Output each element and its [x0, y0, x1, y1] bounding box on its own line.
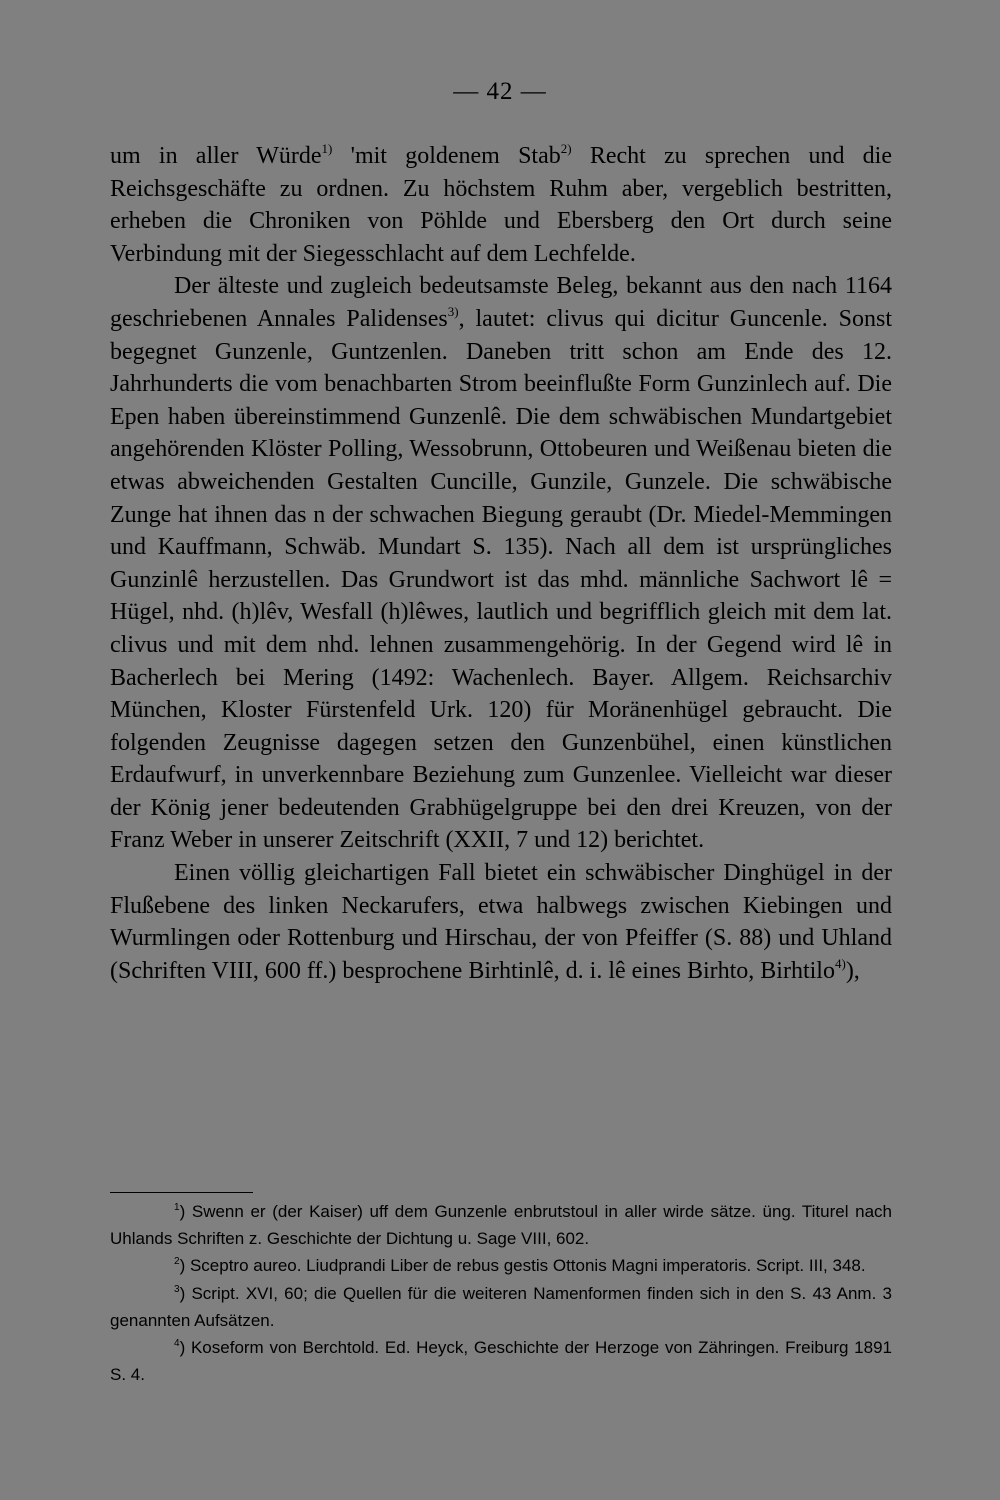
paragraph-1 — [110, 140, 892, 270]
footnote-2-text: ) Sceptro aureo. Liudprandi Liber de rebus gestis Ottonis Magni imperatoris. Script. III, 348. — [179, 1256, 866, 1276]
footnote-2 — [110, 1252, 892, 1279]
footnote-ref-2[interactable]: 2) — [560, 141, 572, 156]
footnote-ref-1[interactable]: 1) — [321, 141, 333, 156]
footnote-mark-2: 2 — [174, 1256, 180, 1268]
p3-text-a: Einen völlig gleichartigen Fall bietet ein schwäbischer Dinghügel in der Flußebene des linken Neckarufers, etwa halbwegs zwischen Kiebingen und Wurmlingen oder Rottenburg und Hirschau, der von Pfeiffer (S. 88) und Uhland (Schriften VIII, 600 ff.) besprochene Birhtinlê, d. i. lê eines Birhto, Birhtilo — [110, 860, 892, 984]
footnote-4-text: ) Koseform von Berchtold. Ed. Heyck, Geschichte der Herzoge von Zähringen. Freiburg 1891 S. 4. — [110, 1338, 892, 1385]
page-number: — 42 — — [453, 78, 547, 105]
main-text — [110, 140, 892, 987]
footnotes — [110, 1198, 892, 1388]
footnote-mark-1: 1 — [174, 1202, 180, 1213]
p1-text-a: um in aller Würde — [110, 143, 322, 169]
footnote-mark-4: 4 — [174, 1338, 180, 1350]
footnote-ref-4[interactable]: 4) — [834, 955, 846, 971]
p1-text-c: Recht zu sprechen und die Reichsgeschäfte zu ordnen. Zu höchstem Ruhm aber, vergeblich bestritten, erheben die Chroniken von Pöhlde und Ebersberg den Ort durch seine Verbindung mit der Siegesschlacht auf dem Lechfelde. — [110, 143, 892, 267]
footnote-ref-3[interactable]: 3) — [447, 303, 459, 319]
footnote-3-text: ) Script. XVI, 60; die Quellen für die weiteren Namenformen finden sich in den S. 43 Anm. 3 genannten Aufsätzen. — [110, 1283, 892, 1330]
footnote-1-text: ) Swenn er (der Kaiser) uff dem Gunzenle enbrutstoul in aller wirde sätze. üng. Titurel nach Uhlands Schriften z. Geschichte der Dichtung u. Sage VIII, 602. — [110, 1202, 892, 1249]
p1-text-b: 'mit goldenem Stab — [332, 143, 561, 169]
footnote-divider — [110, 1192, 253, 1193]
p2-text-b: , lautet: clivus qui dicitur Guncenle. Sonst begegnet Gunzenle, Guntzenlen. Daneben tritt schon am Ende des 12. Jahrhunderts die vom benachbarten Strom beeinflußte Form Gunzinlech auf. Die Epen haben übereinstimmend Gunzenlê. Die dem schwäbischen Mundartgebiet angehörenden Klöster Polling, Wessobrunn, Ottobeuren und Weißenau bieten die etwas abweichenden Gestalten Cuncille, Gunzile, Gunzele. Die schwäbische Zunge hat ihnen das n der schwachen Biegung geraubt (Dr. Miedel-Memmingen und Kauffmann, Schwäb. Mundart S. 135). Nach all dem ist ursprüngliches Gunzinlê herzustellen. Das Grundwort ist das mhd. männliche Sachwort lê = Hügel, nhd. (h)lêv, Wesfall (h)lêwes, lautlich und begrifflich gleich mit dem lat. clivus und mit dem nhd. lehnen zusammengehörig. In der Gegend wird lê in Bacherlech bei Mering (1492: Wachenlech. Bayer. Allgem. Reichsarchiv München, Kloster Fürstenfeld Urk. 120) für Moränenhügel gebraucht. Die folgenden Zeugnisse dagegen setzen den Gunzenbühel, einen künstlichen Erdaufwurf, in unverkennbare Beziehung zum Gunzenlee. Vielleicht war dieser der König jener bedeutenden Grabhügelgruppe bei den drei Kreuzen, von der Franz Weber in unserer Zeitschrift (XXII, 7 und 12) berichtet. — [110, 305, 892, 854]
paragraph-3 — [110, 857, 892, 987]
footnote-mark-3: 3 — [174, 1283, 180, 1295]
p2-text-a: Der älteste und zugleich bedeutsamste Beleg, bekannt aus den nach 1164 geschriebenen Annales Palidenses — [110, 273, 892, 332]
p3-text-b: ), — [845, 957, 860, 984]
paragraph-2 — [110, 270, 892, 857]
footnote-3 — [110, 1280, 892, 1334]
footnote-1 — [110, 1198, 892, 1252]
footnote-4 — [110, 1334, 892, 1388]
